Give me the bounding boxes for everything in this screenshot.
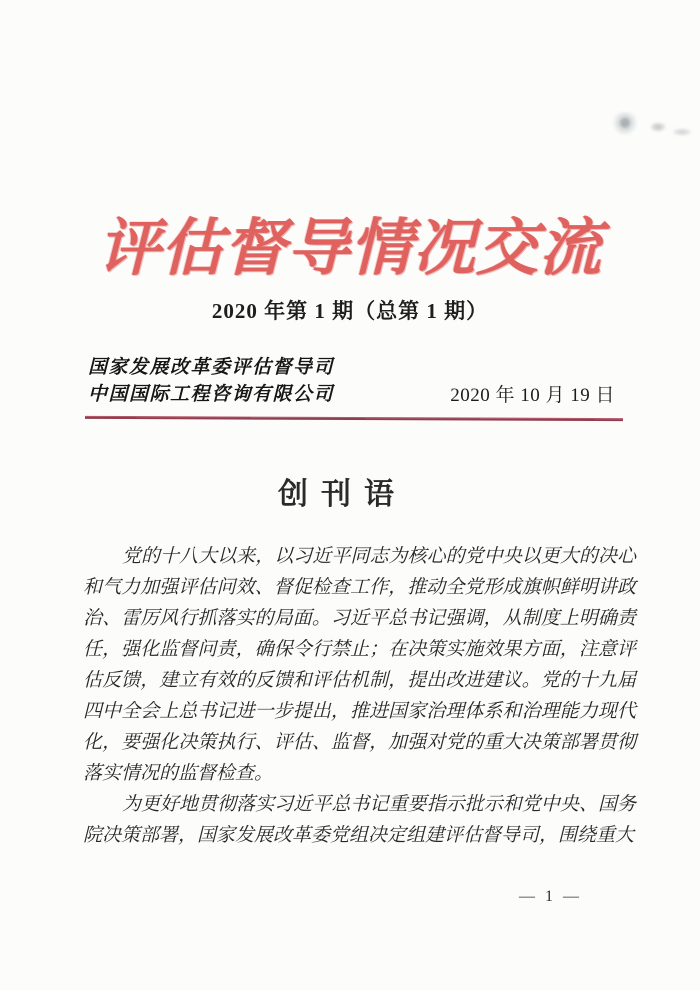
text-line: 化，要强化决策执行、评估、监督，加强对党的重大决策部署贯彻 (83, 732, 636, 753)
issue-line: 2020 年第 1 期（总第 1 期） (211, 299, 489, 323)
text-line: 院决策部署，国家发展改革委党组决定组建评估督导司，围绕重大 (83, 825, 635, 846)
publisher-row (88, 354, 615, 408)
text-line: 党的十八大以来，以习近平同志为核心的党中央以更大的决心 (121, 546, 636, 567)
scan-smudge-artifact (612, 112, 638, 136)
page-number: — 1 — (519, 888, 582, 905)
masthead-title: 评估督导情况交流 (97, 215, 602, 283)
text-line: 和气力加强评估问效、督促检查工作，推动全党形成旗帜鲜明讲政 (83, 577, 636, 598)
publisher-line-2: 中国国际工程咨询有限公司 (88, 384, 335, 405)
text-line: 为更好地贯彻落实习近平总书记重要指示批示和党中央、国务 (121, 794, 636, 815)
article-body (83, 541, 636, 851)
text-line: 任，强化监督问责，确保令行禁止；在决策实施效果方面，注意评 (83, 639, 636, 660)
publisher-line-1: 国家发展改革委评估督导司 (88, 357, 335, 378)
article-title: 创刊语 (278, 478, 407, 511)
publisher-block (88, 354, 334, 408)
scan-smudge-artifact (672, 128, 692, 136)
header-divider-rule (85, 416, 623, 421)
paragraph (83, 789, 636, 851)
text-line: 落实情况的监督检查。 (83, 763, 274, 784)
text-line: 治、雷厉风行抓落实的局面。习近平总书记强调，从制度上明确责 (83, 608, 636, 629)
text-line: 估反馈，建立有效的反馈和评估机制，提出改进建议。党的十九届 (83, 670, 636, 691)
text-line: 四中全会上总书记进一步提出，推进国家治理体系和治理能力现代 (83, 701, 636, 722)
scan-smudge-artifact (650, 122, 666, 132)
paragraph (83, 541, 636, 789)
publication-date: 2020 年 10 月 19 日 (450, 385, 615, 406)
